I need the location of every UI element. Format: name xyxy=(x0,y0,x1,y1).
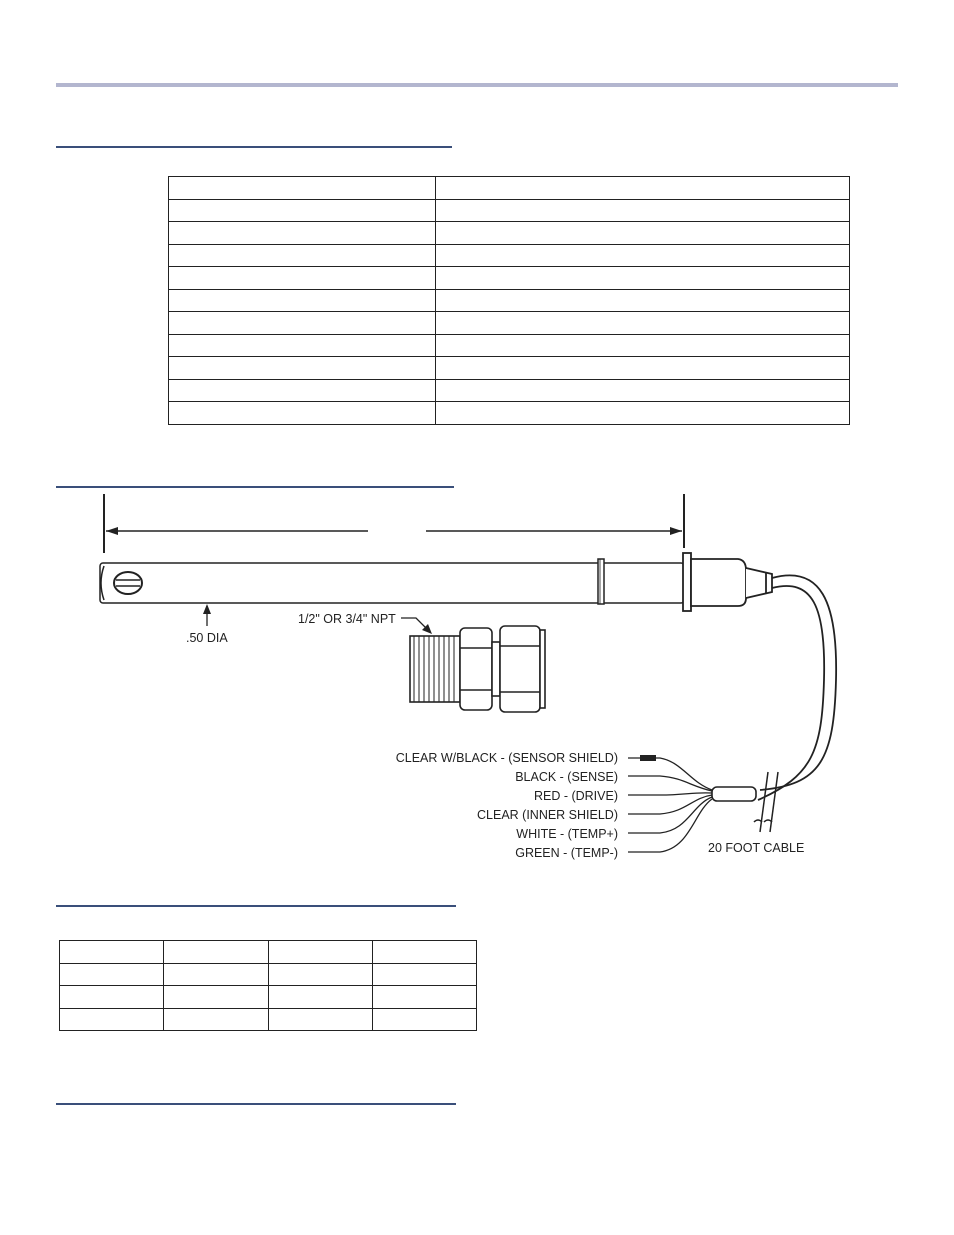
data-table xyxy=(59,940,477,1031)
table-cell xyxy=(372,986,476,1009)
table-row xyxy=(60,1008,477,1031)
black-wire-tip xyxy=(640,755,656,761)
table-cell xyxy=(268,1008,372,1031)
wire-label: CLEAR W/BLACK - (SENSOR SHIELD) xyxy=(395,751,618,765)
table-cell xyxy=(169,334,436,357)
table-cell xyxy=(164,986,268,1009)
table-row xyxy=(169,222,850,245)
table-row xyxy=(169,244,850,267)
table-cell xyxy=(436,334,850,357)
table-cell xyxy=(169,267,436,290)
header-rule xyxy=(56,83,898,87)
table-cell xyxy=(436,199,850,222)
table-cell xyxy=(169,244,436,267)
probe-rod xyxy=(100,559,684,604)
table-row xyxy=(169,199,850,222)
dia-arrow xyxy=(203,604,211,626)
table-row xyxy=(169,402,850,425)
table-cell xyxy=(60,986,164,1009)
table-cell xyxy=(436,402,850,425)
table-cell xyxy=(169,357,436,380)
table-cell xyxy=(60,941,164,964)
diameter-label: .50 DIA xyxy=(186,631,228,645)
heat-shrink-sleeve xyxy=(712,787,756,801)
wire-label: CLEAR (INNER SHIELD) xyxy=(477,808,618,822)
table-cell xyxy=(169,289,436,312)
specifications-table xyxy=(168,176,850,425)
table-cell xyxy=(169,177,436,200)
table-cell xyxy=(60,963,164,986)
table-cell xyxy=(169,199,436,222)
table-row xyxy=(169,312,850,335)
table-cell xyxy=(268,986,372,1009)
npt-leader xyxy=(401,618,432,634)
table-row xyxy=(169,334,850,357)
wire-legend xyxy=(396,751,618,860)
wire-label: RED - (DRIVE) xyxy=(533,789,618,803)
table-cell xyxy=(60,1008,164,1031)
table-cell xyxy=(436,312,850,335)
length-dimension xyxy=(104,494,684,553)
table-row xyxy=(169,357,850,380)
cable xyxy=(758,575,836,800)
section-divider-1 xyxy=(56,146,452,148)
table-cell xyxy=(436,244,850,267)
table-cell xyxy=(436,177,850,200)
section-divider-4 xyxy=(56,1103,456,1105)
table-row xyxy=(169,289,850,312)
table-cell xyxy=(372,1008,476,1031)
table-row xyxy=(169,379,850,402)
table-cell xyxy=(436,379,850,402)
wire-label: GREEN - (TEMP-) xyxy=(515,846,618,860)
table-cell xyxy=(436,267,850,290)
npt-label: 1/2" OR 3/4" NPT xyxy=(298,612,396,626)
table-cell xyxy=(436,289,850,312)
table-row xyxy=(60,941,477,964)
table-row xyxy=(169,177,850,200)
table-cell xyxy=(164,963,268,986)
table-cell xyxy=(372,941,476,964)
table-cell xyxy=(169,312,436,335)
wire-label: BLACK - (SENSE) xyxy=(515,770,618,784)
table-cell xyxy=(169,222,436,245)
table-row xyxy=(60,986,477,1009)
table-cell xyxy=(372,963,476,986)
table-cell xyxy=(436,222,850,245)
table-cell xyxy=(436,357,850,380)
cable-break xyxy=(754,772,778,832)
cable-length-label: 20 FOOT CABLE xyxy=(708,841,805,855)
table-cell xyxy=(268,963,372,986)
table-cell xyxy=(268,941,372,964)
table-cell xyxy=(164,1008,268,1031)
sensor-drawing xyxy=(0,480,954,880)
npt-fitting xyxy=(410,626,545,712)
wire-bundle xyxy=(628,758,712,852)
table-row xyxy=(169,267,850,290)
table-cell xyxy=(164,941,268,964)
probe-head xyxy=(683,553,772,611)
section-divider-3 xyxy=(56,905,456,907)
table-cell xyxy=(169,402,436,425)
table-row xyxy=(60,963,477,986)
wire-label: WHITE - (TEMP+) xyxy=(516,827,618,841)
table-cell xyxy=(169,379,436,402)
